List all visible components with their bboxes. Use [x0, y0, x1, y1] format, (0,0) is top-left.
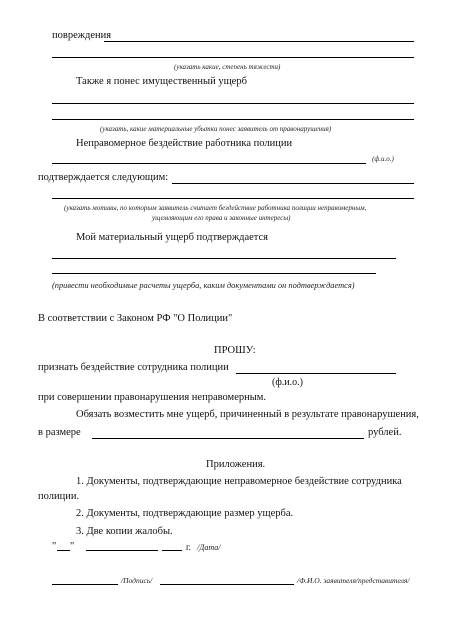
- attachment-1: 1. Документы, подтверждающие неправомерное бездействие сотрудника: [76, 476, 402, 487]
- applicant-name-label: /Ф.И.О. заявителя/представителя/: [297, 576, 410, 585]
- note-calculations: (привести необходимые расчеты ущерба, каким документами он подтверждается): [52, 281, 355, 290]
- field-my-damage-line-2[interactable]: [52, 273, 376, 274]
- label-inaction: Неправомерное бездействие работника полиции: [76, 138, 293, 149]
- date-quote-close: ": [70, 541, 75, 552]
- field-signature[interactable]: [52, 584, 118, 585]
- field-damage-line-1[interactable]: [104, 41, 414, 42]
- field-applicant-name[interactable]: [160, 584, 294, 585]
- label-my-damage: Мой материальный ущерб подтверждается: [76, 232, 268, 243]
- request-heading: ПРОШУ:: [214, 345, 256, 356]
- note-motives: (указать мотивы, по которым заявитель считает бездействие работника полиции неправомерным,: [64, 204, 367, 212]
- note-material-losses: (указать, какие материальные убытки понес заявитель от правонарушения): [100, 125, 332, 133]
- field-year[interactable]: [162, 550, 182, 551]
- field-amount[interactable]: [92, 438, 364, 439]
- date-label: /Дата/: [197, 543, 221, 552]
- label-when-offense: при совершении правонарушения неправомерным.: [38, 392, 267, 403]
- field-my-damage-line-1[interactable]: [52, 258, 396, 259]
- date-year-suffix: г.: [186, 542, 191, 552]
- field-confirmed-line-1[interactable]: [172, 183, 414, 184]
- field-day[interactable]: [57, 550, 70, 551]
- signature-label: /Подпись/: [121, 576, 153, 585]
- label-property-damage: Также я понес имущественный ущерб: [76, 76, 247, 87]
- attachment-2: 2. Документы, подтверждающие размер ущерба.: [76, 508, 294, 519]
- field-property-line-1[interactable]: [52, 103, 414, 104]
- label-recognize: признать бездействие сотрудника полиции: [38, 362, 229, 373]
- field-employee-name[interactable]: [236, 373, 396, 374]
- label-confirmed: подтверждается следующим:: [38, 172, 169, 183]
- note-specify-damage: (указать какие, степень тяжести): [174, 63, 281, 71]
- label-oblige: Обязать возместить мне ущерб, причиненный в результате правонарушения,: [76, 409, 419, 420]
- label-rubles: рублей.: [368, 427, 402, 438]
- law-reference: В соответствии с Законом РФ "О Полиции": [38, 313, 233, 324]
- note-motives-cont: ущемляющим его права и законные интересы): [152, 214, 291, 222]
- date-quote-open: ": [52, 541, 57, 552]
- field-month[interactable]: [86, 550, 158, 551]
- field-damage-line-2[interactable]: [52, 57, 414, 58]
- field-officer-name[interactable]: [52, 163, 366, 164]
- label-fio-2: (ф.и.о.): [272, 377, 303, 388]
- attachments-heading: Приложения.: [206, 459, 266, 470]
- attachment-3: 3. Две копии жалобы.: [76, 526, 173, 537]
- field-confirmed-line-2[interactable]: [52, 198, 414, 199]
- note-fio: (ф.и.о.): [372, 155, 394, 163]
- attachment-1-cont: полиции.: [38, 491, 80, 502]
- label-damage: повреждения: [52, 30, 112, 41]
- field-property-line-2[interactable]: [52, 119, 414, 120]
- label-amount: в размере: [38, 427, 81, 438]
